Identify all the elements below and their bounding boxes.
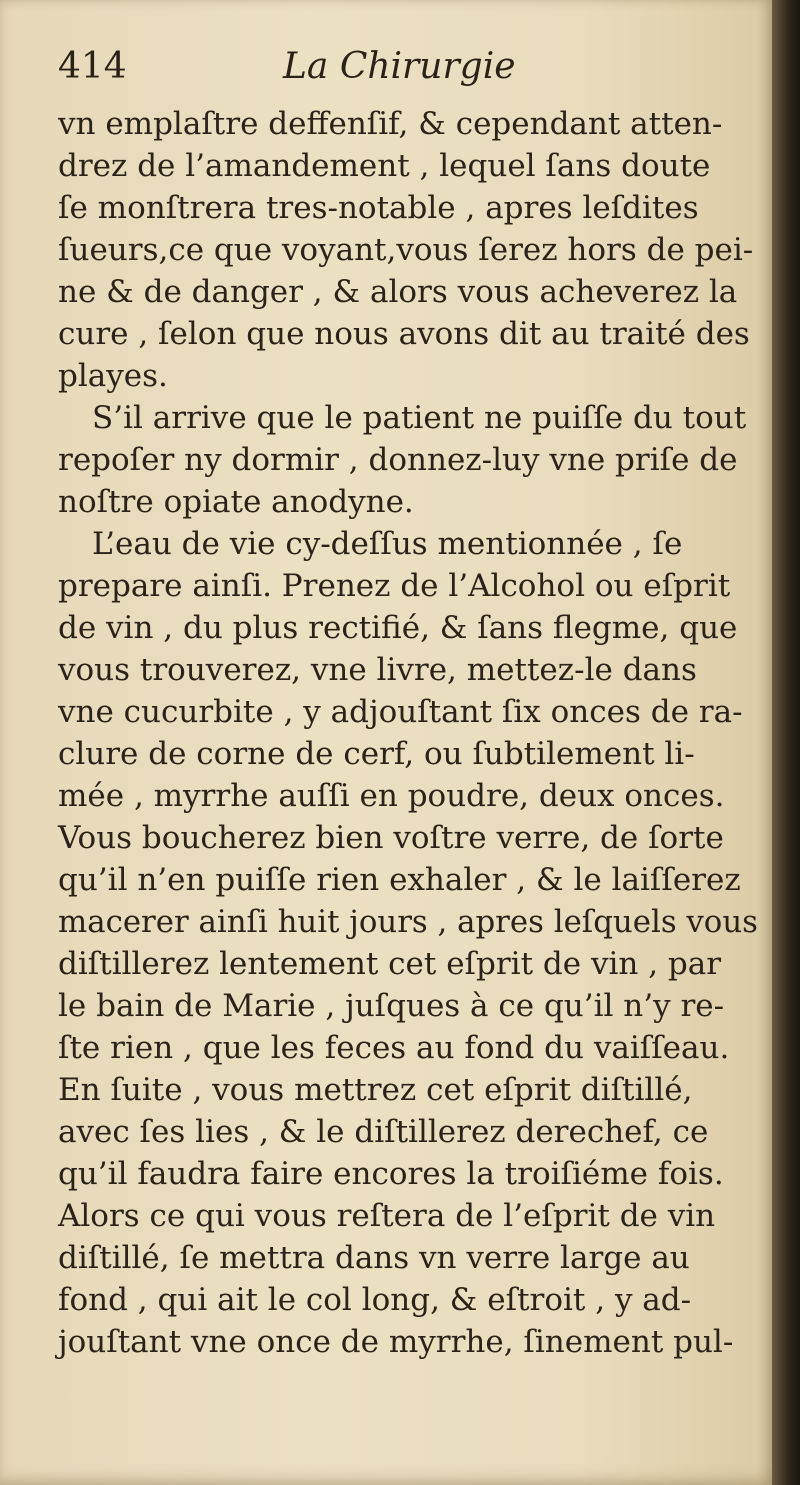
text-line: avec ſes lies , & le diſtillerez derechef, ce xyxy=(58,1114,709,1150)
text-line: jouſtant vne once de myrrhe, ſinement pul- xyxy=(58,1324,734,1360)
text-line: Alors ce qui vous reſtera de l’eſprit de vin xyxy=(58,1198,716,1234)
page-header xyxy=(58,46,758,96)
text-line: qu’il faudra faire encores la troiſiéme fois. xyxy=(58,1156,724,1192)
text-line: le bain de Marie , juſques à ce qu’il n’y re- xyxy=(58,988,725,1024)
text-line: cure , ſelon que nous avons dit au traité des xyxy=(58,316,750,352)
running-title: La Chirurgie xyxy=(283,46,516,87)
text-line: repoſer ny dormir , donnez-luy vne priſe de xyxy=(58,442,738,478)
text-line: L’eau de vie cy-deſſus mentionnée , ſe xyxy=(92,526,683,562)
text-line: de vin , du plus rectifié, & ſans flegme, que xyxy=(58,610,738,646)
text-line: fond , qui ait le col long, & eſtroit , y ad- xyxy=(58,1282,692,1318)
text-line: diſtillerez lentement cet eſprit de vin , par xyxy=(58,946,722,982)
page-number: 414 xyxy=(58,46,127,87)
text-line: prepare ainſi. Prenez de l’Alcohol ou eſprit xyxy=(58,568,731,604)
text-line: ne & de danger , & alors vous acheverez la xyxy=(58,274,738,310)
text-line: ſueurs,ce que voyant,vous ſerez hors de pei- xyxy=(58,232,754,268)
text-line: En ſuite , vous mettrez cet eſprit diſtillé, xyxy=(58,1072,693,1108)
text-line: S’il arrive que le patient ne puiſſe du tout xyxy=(92,400,747,436)
text-line: ſte rien , que les feces au fond du vaiſſeau. xyxy=(58,1030,730,1066)
text-line: drez de l’amandement , lequel ſans doute xyxy=(58,148,711,184)
text-line: ſe monſtrera tres-notable , apres leſdites xyxy=(58,190,699,226)
text-line: mée , myrrhe auſſi en poudre, deux onces. xyxy=(58,778,725,814)
text-line: macerer ainſi huit jours , apres leſquels vous xyxy=(58,904,758,940)
text-line: diſtillé, ſe mettra dans vn verre large au xyxy=(58,1240,690,1276)
text-line: qu’il n’en puiſſe rien exhaler , & le laiſſerez xyxy=(58,862,741,898)
text-line: playes. xyxy=(58,358,168,394)
book-edge xyxy=(772,0,800,1485)
body-text xyxy=(58,103,758,1363)
text-line: vne cucurbite , y adjouſtant ſix onces de ra- xyxy=(58,694,743,730)
text-line: noſtre opiate anodyne. xyxy=(58,484,414,520)
text-line: clure de corne de cerf, ou ſubtilement li- xyxy=(58,736,695,772)
text-line: Vous boucherez bien voſtre verre, de ſorte xyxy=(58,820,724,856)
text-line: vous trouverez, vne livre, mettez-le dans xyxy=(58,652,697,688)
text-line: vn emplaſtre deffenſif, & cependant atten- xyxy=(58,106,723,142)
